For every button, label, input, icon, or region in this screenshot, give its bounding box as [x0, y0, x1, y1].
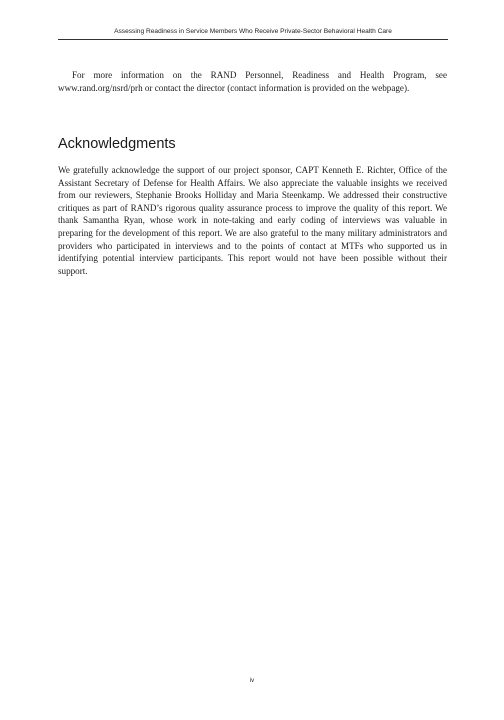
- acknowledgments-paragraph: We gratefully acknowledge the support of our project sponsor, CAPT Kenneth E. Richter, Office of the Assistant Secretary of Defense for Health Affairs. We also appreciate the valuable insights we received from our reviewers, Stephanie Brooks Holliday and Maria Steenkamp. We addressed their constructive critiques as part of RAND’s rigorous quality assurance process to improve the quality of this report. We thank Samantha Ryan, whose work in note-taking and early coding of interviews was valuable in preparing for the development of this report. We are also grateful to the many military administrators and providers who participated in interviews and to the points of contact at MTFs who supported us in identifying potential interview participants. This report would not have been possible without their support.: [58, 165, 447, 276]
- acknowledgments-heading: Acknowledgments: [58, 136, 176, 152]
- running-header: Assessing Readiness in Service Members Who Receive Private-Sector Behavioral Health Care: [114, 28, 392, 35]
- header-rule: [58, 39, 448, 40]
- intro-paragraph: For more information on the RAND Personnel, Readiness and Health Program, see www.rand.org/nsrd/prh or contact the director (contact information is provided on the webpage).: [58, 70, 447, 93]
- page-number: iv: [249, 678, 255, 684]
